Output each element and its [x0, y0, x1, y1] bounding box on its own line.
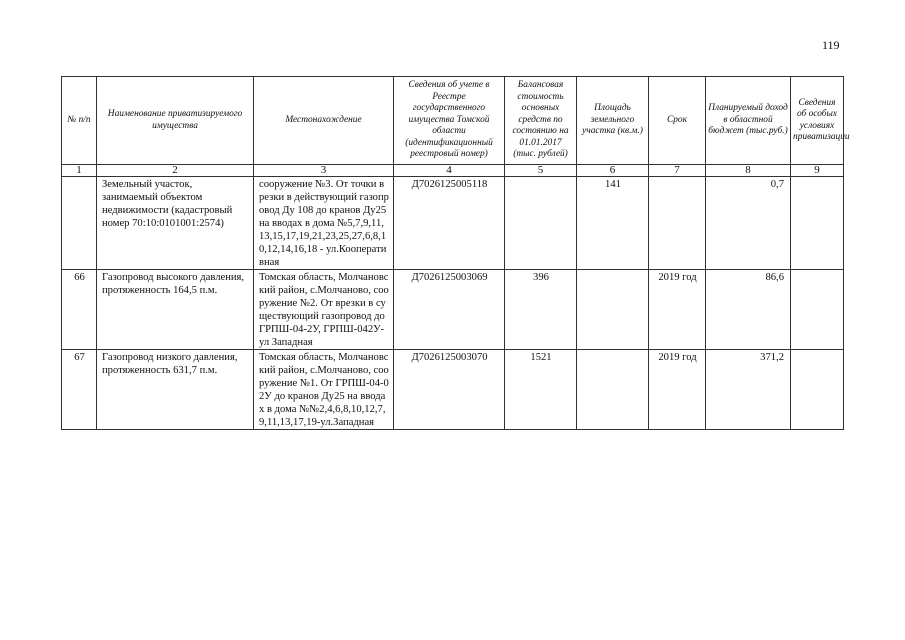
column-header-income: Планируемый доход в областной бюджет (тыс.руб.) — [706, 77, 791, 165]
location-text: сооружение №3. От точки врезки в действующий газопровод Ду 108 до кранов Ду25 на вводах в дома №5,7,9,11,13,15,17,19,21,23,25,27,6,8,10,12,14,16,18 - ул.Кооперативная — [259, 179, 389, 268]
cell-location — [254, 177, 394, 270]
column-header-num: № п/п — [62, 77, 97, 165]
location-text: Томская область, Молчановский район, с.Молчаново, сооружение №2. От врезки в существующий газопровод до ГРПШ-04-2У, ГРПШ-042У-ул Западная — [259, 272, 389, 348]
column-number: 9 — [791, 165, 844, 177]
cell-area: 141 — [577, 177, 649, 270]
cell-conditions — [791, 270, 844, 350]
cell-registry: Д7026125005118 — [394, 177, 505, 270]
cell-num: 67 — [62, 350, 97, 430]
privatization-table — [61, 76, 850, 430]
column-header-location: Местонахождение — [254, 77, 394, 165]
column-header-registry: Сведения об учете в Реестре государственного имущества Томской области (идентификационный реестровый номер) — [394, 77, 505, 165]
cell-registry: Д7026125003070 — [394, 350, 505, 430]
column-header-conditions: Сведения об особых условиях приватизации — [791, 77, 844, 165]
column-number: 7 — [649, 165, 706, 177]
cell-area — [577, 270, 649, 350]
cell-income: 0,7 — [706, 177, 791, 270]
cell-num — [62, 177, 97, 270]
cell-name: Земельный участок, занимаемый объектом недвижимости (кадастровый номер 70:10:0101001:2574) — [97, 177, 254, 270]
column-header-term: Срок — [649, 77, 706, 165]
table-row — [62, 270, 844, 350]
column-number: 3 — [254, 165, 394, 177]
column-header-balance: Балансовая стоимость основных средств по состоянию на 01.01.2017 (тыс. рублей) — [505, 77, 577, 165]
cell-conditions — [791, 177, 844, 270]
cell-balance: 396 — [505, 270, 577, 350]
cell-area — [577, 350, 649, 430]
cell-term: 2019 год — [649, 350, 706, 430]
column-header-name: Наименование приватизируемого имущества — [97, 77, 254, 165]
column-number: 2 — [97, 165, 254, 177]
cell-registry: Д7026125003069 — [394, 270, 505, 350]
column-number: 5 — [505, 165, 577, 177]
cell-location — [254, 270, 394, 350]
cell-income: 371,2 — [706, 350, 791, 430]
cell-income: 86,6 — [706, 270, 791, 350]
column-header-area: Площадь земельного участка (кв.м.) — [577, 77, 649, 165]
table-row — [62, 177, 844, 270]
column-number: 6 — [577, 165, 649, 177]
cell-term — [649, 177, 706, 270]
cell-name: Газопровод низкого давления, протяженность 631,7 п.м. — [97, 350, 254, 430]
column-number-row — [62, 165, 844, 177]
table-row — [62, 350, 844, 430]
cell-conditions — [791, 350, 844, 430]
cell-balance — [505, 177, 577, 270]
cell-balance: 1521 — [505, 350, 577, 430]
cell-location — [254, 350, 394, 430]
column-number: 4 — [394, 165, 505, 177]
column-number: 8 — [706, 165, 791, 177]
cell-num: 66 — [62, 270, 97, 350]
page-number: 119 — [822, 38, 840, 52]
column-number: 1 — [62, 165, 97, 177]
header-row — [62, 77, 844, 165]
cell-term: 2019 год — [649, 270, 706, 350]
cell-name: Газопровод высокого давления, протяженность 164,5 п.м. — [97, 270, 254, 350]
location-text: Томская область, Молчановский район, с.Молчаново, сооружение №1. От ГРПШ-04-02У до кранов Ду25 на вводах в дома №№2,4,6,8,10,12,7,9,11,13,17,19-ул.Западная — [259, 352, 389, 428]
